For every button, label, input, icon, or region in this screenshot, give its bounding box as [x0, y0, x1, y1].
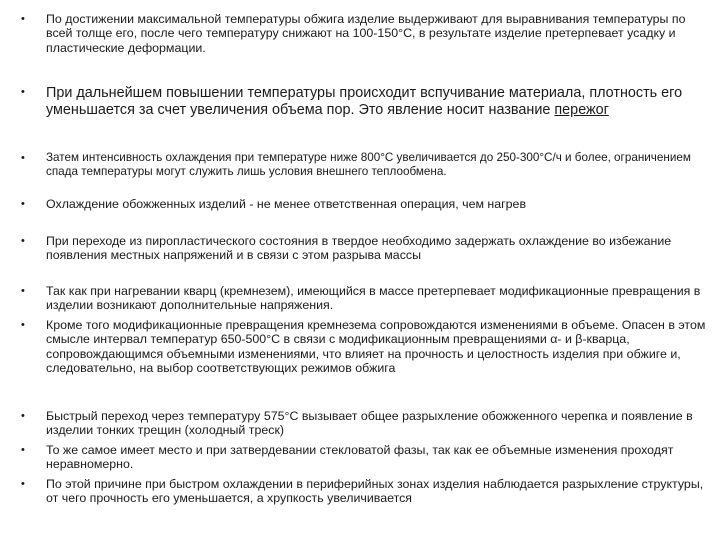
paragraph-text: Кроме того модификационные превращения кремнезема сопровождаются изменениями в объеме. Опасен в этом смысле интервал температур 650-500°С в связи с модификационным превращениями α- и β-кварца, сопровождающимся объемными изменениями, что влияет на прочность и целостность изделия при обжиге и, следовательно, на выбор соответствующих режимов обжига — [46, 318, 706, 376]
bullet: • — [21, 319, 25, 331]
paragraph-text: По достижении максимальной температуры обжига изделие выдерживают для выравнивания температуры по всей толще его, после чего температуру снижают на 100-150°С, в результате изделие претерпевает усадку и пластические деформации. — [46, 12, 686, 55]
paragraph-text: Так как при нагревании кварц (кремнезем), имеющийся в массе претерпевает модификационные превращения в изделии возникают дополнительные напряжения. — [46, 284, 701, 313]
paragraph-text — [46, 85, 711, 118]
bullet: • — [21, 410, 25, 422]
paragraph-text: При переходе из пиропластического состояния в твердое необходимо задержать охлаждение во избежание появления местных напряжений и в связи с этом разрыва массы — [46, 234, 672, 263]
paragraph-text: Охлаждение обожженных изделий - не менее ответственная операция, чем нагрев — [46, 197, 527, 211]
bullet: • — [21, 86, 25, 98]
bullet: • — [21, 285, 25, 297]
paragraph-text: То же самое имеет место и при затвердевании стекловатой фазы, так как ее объемные изменения проходят неравномерно. — [46, 443, 674, 472]
bullet: • — [21, 444, 25, 456]
underlined-term: пережог — [554, 101, 609, 118]
paragraph-text: По этой причине при быстром охлаждении в периферийных зонах изделия наблюдается разрыхление структуры, от чего прочность его уменьшается, а хрупкость увеличивается — [46, 477, 704, 506]
bullet: • — [21, 198, 25, 210]
bullet: • — [21, 478, 25, 490]
paragraph-text: Затем интенсивность охлаждения при температуре ниже 800°С увеличивается до 250-300°С/ч и более, ограничением спада температуры могут служить лишь условия внешнего теплообмена. — [46, 151, 691, 178]
paragraph-text-main: При дальнейшем повышении температуры происходит вспучивание материала, плотность его уменьшается за счет увеличения объема пор. Это явление носит название — [46, 85, 683, 118]
paragraph-text: Быстрый переход через температуру 575°С вызывает общее разрыхление обожженного черепка и появление в изделии тонких трещин (холодный треск) — [46, 409, 693, 438]
bullet: • — [21, 235, 25, 247]
bullet: • — [21, 152, 25, 164]
bullet: • — [21, 13, 25, 25]
